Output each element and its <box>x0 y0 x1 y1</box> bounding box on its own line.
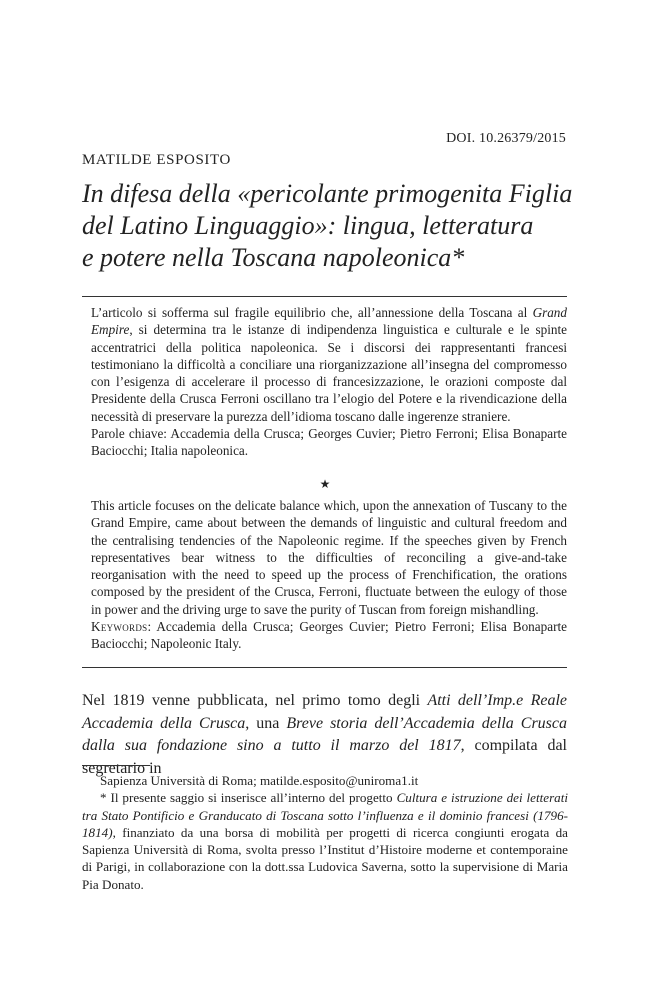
doi: DOI. 10.26379/2015 <box>446 131 566 146</box>
abstract-top-rule <box>82 296 567 297</box>
abstract-italian-text: L’articolo si sofferma sul fragile equilibrio che, all’annessione della Toscana al Grand Empire, si determina tra le istanze di indipendenza linguistica e culturale e le spinte accentratrici della politica napoleonica. Se i discorsi dei rappresentanti francesi testimoniano la difficoltà a conciliare una riorganizzazione all’insegna del compromesso con l’esigenza di accelerare il processo di francesizzazione, le orazioni composte dal Presidente della Crusca Ferroni oscillano tra l’elogio del Potere e la rivendicazione della necessità di preservare la purezza dell’idioma toscano dalle ingerenze straniere. <box>91 305 567 424</box>
title-line-2: del Latino Linguaggio»: lingua, letteratura <box>82 211 534 240</box>
footnotes <box>82 772 568 893</box>
footnote-rule <box>82 765 150 766</box>
keywords-english: Keywords: Accademia della Crusca; Georges Cuvier; Pietro Ferroni; Elisa Bonaparte Baciocchi; Napoleonic Italy. <box>91 619 567 652</box>
abstract-italian <box>91 304 567 460</box>
abstract-english-text: This article focuses on the delicate balance which, upon the annexation of Tuscany to the Grand Empire, came about between the demands of linguistic and cultural freedom and the centralising tendencies of the Napoleonic regime. If the speeches given by French representatives bear witness to the difficulties of reconciling a give-and-take reorganisation with the need to speed up the process of Frenchification, the orations composed by the president of the Crusca, Ferroni, fluctuate between the eulogy of those in power and the driving urge to save the purity of Tuscan from foreign mishandling. <box>91 498 567 617</box>
body-paragraph: Nel 1819 venne pubblicata, nel primo tomo degli Atti dell’Imp.e Reale Accademia della Crusca, una Breve storia dell’Accademia della Crusca dalla sua fondazione sino a tutto il marzo del 1817, compilata dal segretario in <box>82 692 568 777</box>
footnote-affiliation: Sapienza Università di Roma; matilde.esposito@uniroma1.it <box>100 773 419 788</box>
abstract-english <box>91 497 567 653</box>
title-line-1: In difesa della «pericolante primogenita Figlia <box>82 179 573 208</box>
footnote-star: * Il presente saggio si inserisce all’interno del progetto Cultura e istruzione dei letterati tra Stato Pontificio e Granducato di Toscana sotto l’influenza e il dominio francesi (1796-1814), finanziato da una borsa di mobilità per progetti di ricerca congiunti erogata da Sapienza Università di Roma, svolta presso l’Institut d’Histoire moderne et contemporaine di Parigi, in collaborazione con la dott.ssa Ludovica Saverna, sotto la supervisione di Maria Pia Donato. <box>82 790 568 892</box>
title-line-3: e potere nella Toscana napoleonica* <box>82 243 465 272</box>
keywords-italian: Parole chiave: Accademia della Crusca; Georges Cuvier; Pietro Ferroni; Elisa Bonaparte Baciocchi; Italia napoleonica. <box>91 426 567 459</box>
section-separator: ★ <box>319 477 331 491</box>
author-name: MATILDE ESPOSITO <box>82 152 231 168</box>
article-title <box>82 178 582 274</box>
abstract-bottom-rule <box>82 667 567 668</box>
